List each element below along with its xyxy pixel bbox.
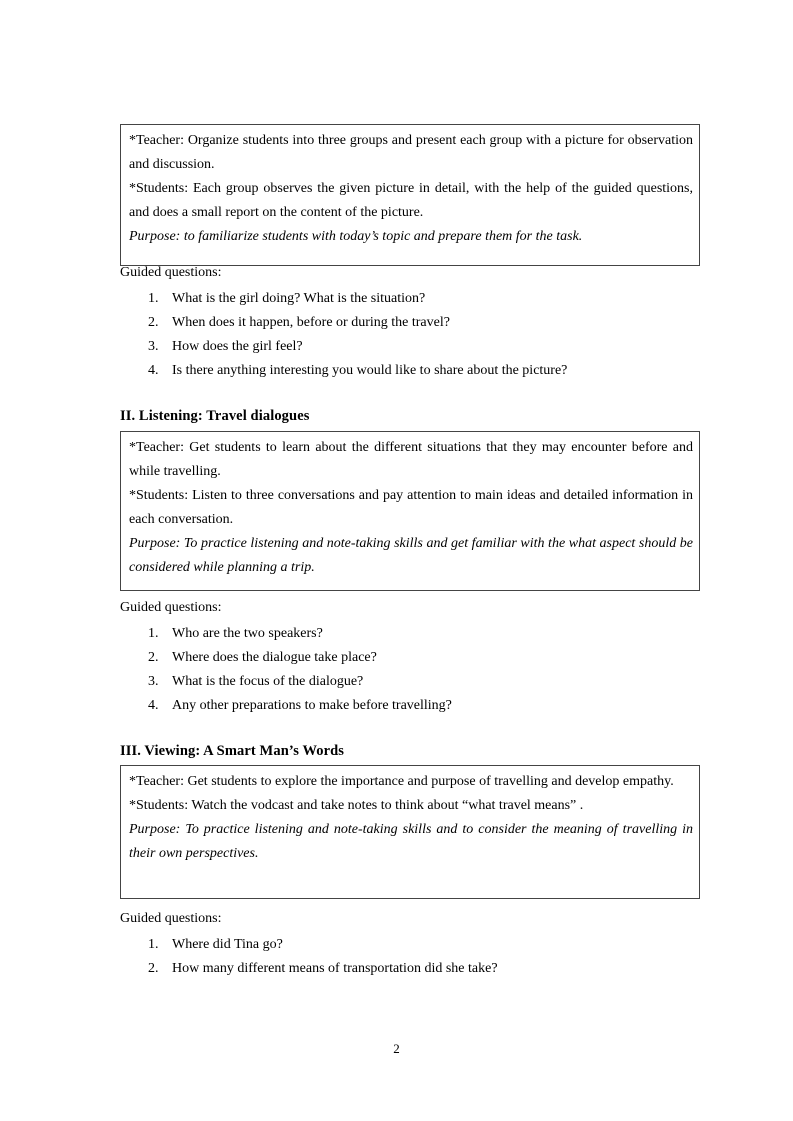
question-item: 3. How does the girl feel? [148,339,303,354]
section-title-viewing: III. Viewing: A Smart Man’s Words [120,743,345,759]
activity-box-3 [120,765,700,899]
teacher-instruction: *Teacher: Organize students into three groups and present each group with a picture for observation and discussion. [129,133,693,172]
page-number: 2 [393,1041,400,1056]
question-list-1 [148,287,567,383]
question-item: 2. How many different means of transportation did she take? [148,961,498,976]
activity-box-1 [120,124,700,266]
purpose-text: Purpose: To practice listening and note-taking skills and get familiar with the what aspect should be considered while planning a trip. [129,536,693,575]
purpose-text: Purpose: to familiarize students with today’s topic and prepare them for the task. [129,229,583,244]
teacher-instruction: *Teacher: Get students to explore the importance and purpose of travelling and develop empathy. [129,774,674,789]
guided-questions-label: Guided questions: [120,600,222,615]
students-instruction: *Students: Each group observes the given picture in detail, with the help of the guided questions, and does a small report on the content of the picture. [129,181,693,220]
activity-box-2 [120,431,700,591]
question-item: 4. Is there anything interesting you would like to share about the picture? [148,363,568,378]
question-item: 2. Where does the dialogue take place? [148,650,377,665]
guided-questions-label: Guided questions: [120,265,222,280]
purpose-text: Purpose: To practice listening and note-taking skills and to consider the meaning of travelling in their own perspectives. [129,822,693,861]
question-item: 1. Who are the two speakers? [148,626,323,641]
students-instruction: *Students: Watch the vodcast and take notes to think about “what travel means” . [129,798,584,813]
section-title-listening: II. Listening: Travel dialogues [120,408,310,424]
question-list-2 [148,622,452,718]
question-item: 1. Where did Tina go? [148,937,283,952]
question-item: 4. Any other preparations to make before travelling? [148,698,452,713]
teacher-instruction: *Teacher: Get students to learn about the different situations that they may encounter before and while travelling. [129,440,693,479]
question-item: 2. When does it happen, before or during the travel? [148,315,450,330]
question-item: 3. What is the focus of the dialogue? [148,674,364,689]
students-instruction: *Students: Listen to three conversations and pay attention to main ideas and detailed information in each conversation. [129,488,693,527]
question-item: 1. What is the girl doing? What is the situation? [148,291,426,306]
question-list-3 [148,933,498,981]
guided-questions-label: Guided questions: [120,911,222,926]
